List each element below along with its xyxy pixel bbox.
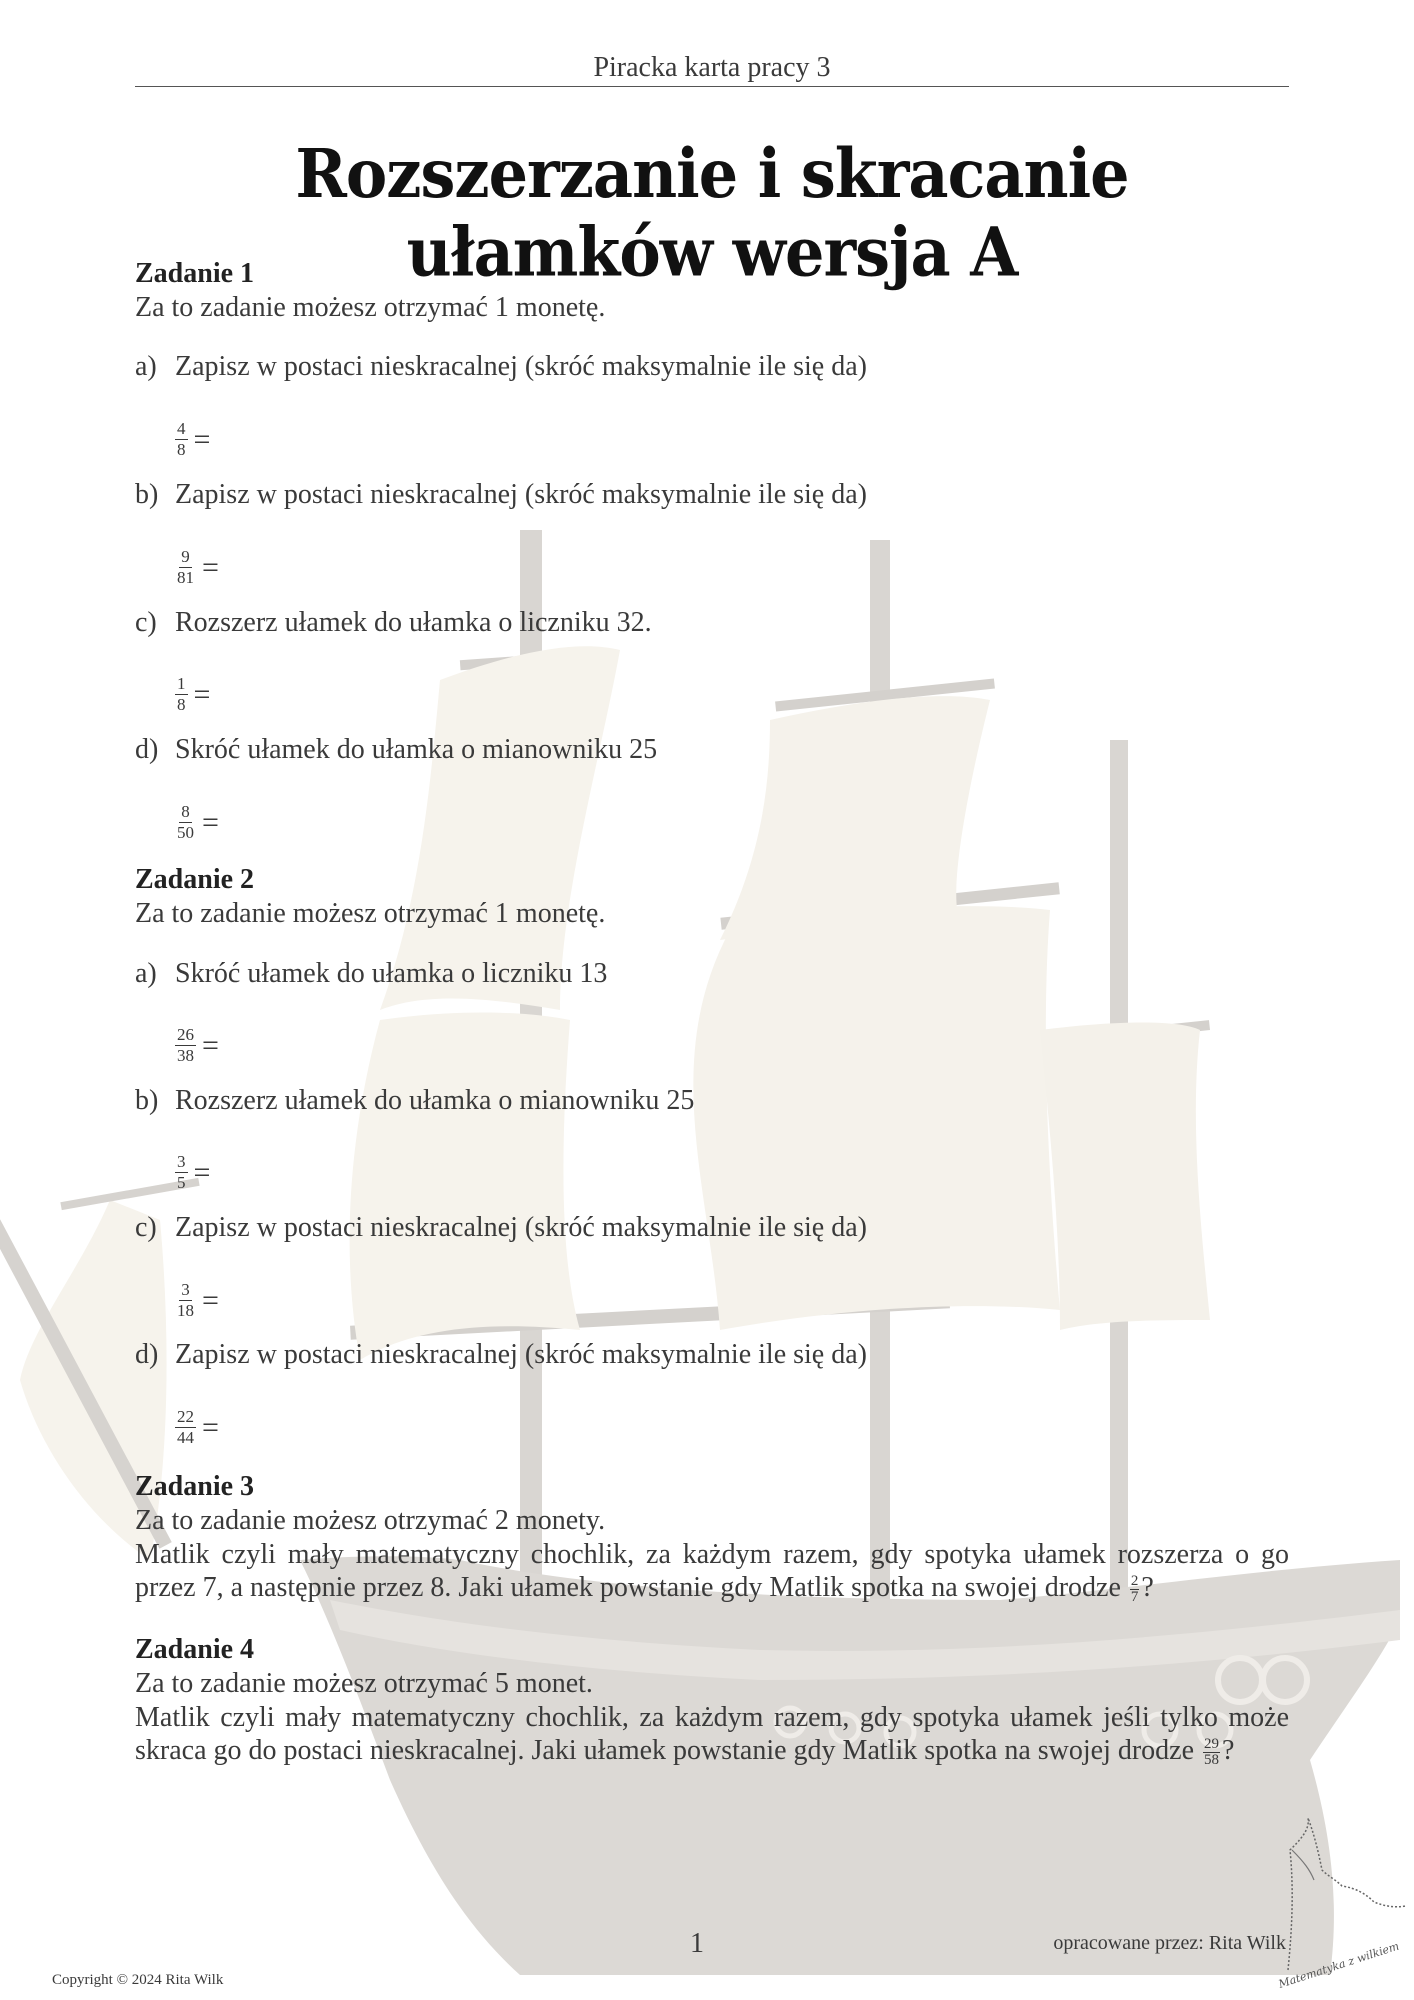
- equals-sign: =: [193, 1155, 211, 1189]
- task-1: [135, 257, 1289, 325]
- task-2-fraction-a: [175, 1026, 219, 1065]
- svg-text:Matematyka z wilkiem: Matematyka z wilkiem: [1276, 1939, 1401, 1991]
- wolf-signature-logo: [1270, 1810, 1410, 2000]
- item-instruction: Rozszerz ułamek do ułamka o liczniku 32.: [175, 607, 652, 638]
- item-label: c): [135, 607, 157, 638]
- item-label: a): [135, 958, 157, 989]
- item-label: b): [135, 1085, 159, 1116]
- denominator: 38: [177, 1046, 194, 1065]
- numerator: 9: [181, 547, 190, 566]
- item-instruction: Zapisz w postaci nieskracalnej (skróć maksymalnie ile się da): [175, 479, 867, 510]
- fraction: [175, 1281, 196, 1320]
- task-heading: Zadanie 2: [135, 864, 255, 895]
- problem-text: Matlik czyli mały matematyczny chochlik, za każdym razem, gdy spotyka ułamek jeśli tylko może skraca go do postaci nieskracalnej. Jaki ułamek powstanie gdy Matlik spotka na swojej drodze: [135, 1702, 1289, 1766]
- task-heading: Zadanie 3: [135, 1471, 255, 1502]
- item-label: a): [135, 351, 157, 382]
- task-2-item-d: [135, 1338, 867, 1372]
- running-header: Piracka karta pracy 3: [135, 50, 1289, 87]
- task-4-problem: [135, 1701, 1289, 1768]
- task-1-item-a: [135, 350, 867, 384]
- numerator: 2: [1130, 1573, 1139, 1590]
- task-3-problem: [135, 1538, 1289, 1605]
- problem-text: Matlik czyli mały matematyczny chochlik, za każdym razem, gdy spotyka ułamek rozszerza o go przez 7, a następnie przez 8. Jaki ułamek powstanie gdy Matlik spotka na swojej drodze: [135, 1539, 1289, 1603]
- equals-sign: =: [193, 677, 211, 711]
- item-label: c): [135, 1212, 157, 1243]
- numerator: 29: [1204, 1736, 1220, 1753]
- task-1-item-b: [135, 478, 867, 512]
- question-mark: ?: [1141, 1572, 1154, 1603]
- equals-sign: =: [202, 1283, 219, 1317]
- numerator: 8: [181, 802, 190, 821]
- fraction: [175, 1026, 196, 1065]
- task-2-item-c: [135, 1211, 867, 1245]
- denominator: 18: [177, 1301, 194, 1320]
- task-2-fraction-b: [175, 1153, 210, 1192]
- task-3: [135, 1470, 1289, 1538]
- numerator: 22: [177, 1407, 194, 1426]
- fraction: [175, 1153, 188, 1192]
- task-2: [135, 863, 1289, 931]
- task-reward: Za to zadanie możesz otrzymać 1 monetę.: [135, 898, 606, 929]
- fraction: [175, 548, 196, 587]
- task-1-fraction-b: [175, 548, 219, 587]
- task-1-fraction-a: [175, 420, 210, 459]
- question-mark: ?: [1222, 1735, 1235, 1766]
- task-1-item-d: [135, 733, 657, 767]
- denominator: 8: [177, 695, 186, 714]
- task-2-fraction-d: [175, 1408, 219, 1447]
- item-instruction: Rozszerz ułamek do ułamka o mianowniku 25: [175, 1085, 695, 1116]
- item-label: d): [135, 1339, 159, 1370]
- task-reward: Za to zadanie możesz otrzymać 2 monety.: [135, 1505, 606, 1536]
- item-instruction: Zapisz w postaci nieskracalnej (skróć maksymalnie ile się da): [175, 351, 867, 382]
- task-heading: Zadanie 1: [135, 258, 255, 289]
- fraction: [175, 1408, 196, 1447]
- task-1-fraction-d: [175, 803, 219, 842]
- task-2-item-a: [135, 957, 607, 991]
- item-instruction: Zapisz w postaci nieskracalnej (skróć maksymalnie ile się da): [175, 1339, 867, 1370]
- denominator: 58: [1204, 1752, 1220, 1769]
- equals-sign: =: [202, 1410, 219, 1444]
- denominator: 7: [1130, 1589, 1139, 1606]
- task-heading: Zadanie 4: [135, 1634, 255, 1665]
- denominator: 50: [177, 823, 194, 842]
- numerator: 26: [177, 1025, 194, 1044]
- numerator: 3: [177, 1152, 186, 1171]
- equals-sign: =: [193, 422, 211, 456]
- equals-sign: =: [202, 805, 219, 839]
- page-number: 1: [690, 1928, 704, 1959]
- task-reward: Za to zadanie możesz otrzymać 1 monetę.: [135, 292, 606, 323]
- author-credit: opracowane przez: Rita Wilk: [1053, 1932, 1286, 1954]
- fraction: [175, 675, 188, 714]
- denominator: 44: [177, 1428, 194, 1447]
- denominator: 81: [177, 568, 194, 587]
- task-2-item-b: [135, 1084, 694, 1118]
- item-instruction: Skróć ułamek do ułamka o liczniku 13: [175, 958, 608, 989]
- task-reward: Za to zadanie możesz otrzymać 5 monet.: [135, 1668, 593, 1699]
- fraction: [1130, 1574, 1140, 1605]
- item-label: b): [135, 479, 159, 510]
- numerator: 4: [177, 419, 186, 438]
- equals-sign: =: [202, 550, 219, 584]
- copyright: Copyright © 2024 Rita Wilk: [52, 1972, 224, 1988]
- fraction: [1203, 1737, 1220, 1768]
- fraction: [175, 420, 188, 459]
- fraction: [175, 803, 196, 842]
- denominator: 8: [177, 440, 186, 459]
- task-1-item-c: [135, 606, 652, 640]
- numerator: 1: [177, 674, 186, 693]
- item-label: d): [135, 734, 159, 765]
- item-instruction: Zapisz w postaci nieskracalnej (skróć maksymalnie ile się da): [175, 1212, 867, 1243]
- denominator: 5: [177, 1173, 186, 1192]
- equals-sign: =: [202, 1028, 219, 1062]
- page-title: Rozszerzanie i skracanie ułamków wersja A: [295, 134, 1129, 292]
- task-4: [135, 1633, 1289, 1701]
- numerator: 3: [181, 1280, 190, 1299]
- item-instruction: Skróć ułamek do ułamka o mianowniku 25: [175, 734, 658, 765]
- task-2-fraction-c: [175, 1281, 219, 1320]
- task-1-fraction-c: [175, 675, 210, 714]
